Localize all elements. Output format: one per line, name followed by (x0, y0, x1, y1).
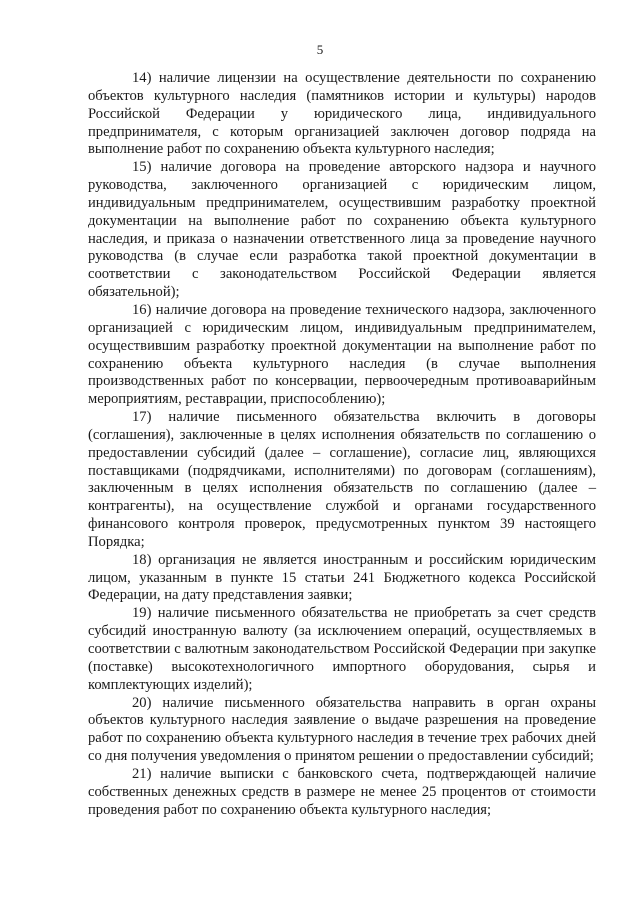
list-item-20: 20) наличие письменного обязательства направить в орган охраны объектов культурного наследия заявление о выдаче разрешения на проведение работ по сохранению объекта культурного наследия в течение трех рабочих дней со дня получения уведомления о принятом решении о предоставлении субсидий; (88, 694, 596, 765)
document-body (88, 70, 596, 819)
list-item-21: 21) наличие выписки с банковского счета, подтверждающей наличие собственных денежных средств в размере не менее 25 процентов от стоимости проведения работ по сохранению объекта культурного наследия; (88, 765, 596, 818)
page-number: 5 (316, 42, 324, 57)
list-item-17: 17) наличие письменного обязательства включить в договоры (соглашения), заключенные в целях исполнения обязательств по соглашению о предоставлении субсидий (далее – соглашение), согласие лиц, являющихся поставщиками (подрядчиками, исполнителями) по договорам (соглашениям), заключенным в целях исполнения обязательств по соглашению (далее – контрагенты), на осуществление службой и органами государственного финансового контроля проверок, предусмотренных пунктом 39 настоящего Порядка; (88, 409, 596, 550)
list-item-18: 18) организация не является иностранным и российским юридическим лицом, указанным в пункте 15 статьи 241 Бюджетного кодекса Российской Федерации, на дату представления заявки; (88, 551, 596, 604)
list-item-16: 16) наличие договора на проведение технического надзора, заключенного организацией с юридическим лицом, индивидуальным предпринимателем, осуществившим разработку проектной документации на выполнение работ по сохранению объекта культурного наследия (в случае выполнения производственных работ по консервации, первоочередным противоаварийным мероприятиям, реставрации, приспособлению); (88, 301, 596, 408)
list-item-19: 19) наличие письменного обязательства не приобретать за счет средств субсидий иностранную валюту (за исключением операций, осуществляемых в соответствии с валютным законодательством Российской Федерации при закупке (поставке) высокотехнологичного импортного оборудования, сырья и комплектующих изделий); (88, 605, 596, 693)
list-item-14: 14) наличие лицензии на осуществление деятельности по сохранению объектов культурного наследия (памятников истории и культуры) народов Российской Федерации у юридического лица, индивидуального предпринимателя, с которым организацией заключен договор подряда на выполнение работ по сохранению объекта культурного наследия; (88, 70, 596, 158)
list-item-15: 15) наличие договора на проведение авторского надзора и научного руководства, заключенного организацией с юридическим лицом, индивидуальным предпринимателем, осуществившим разработку проектной документации на выполнение работ по сохранению объекта культурного наследия, и приказа о назначении ответственного лица за проведение научного руководства (в случае если разработка такой проектной документации в соответствии с законодательством Российской Федерации является обязательной); (88, 159, 596, 301)
